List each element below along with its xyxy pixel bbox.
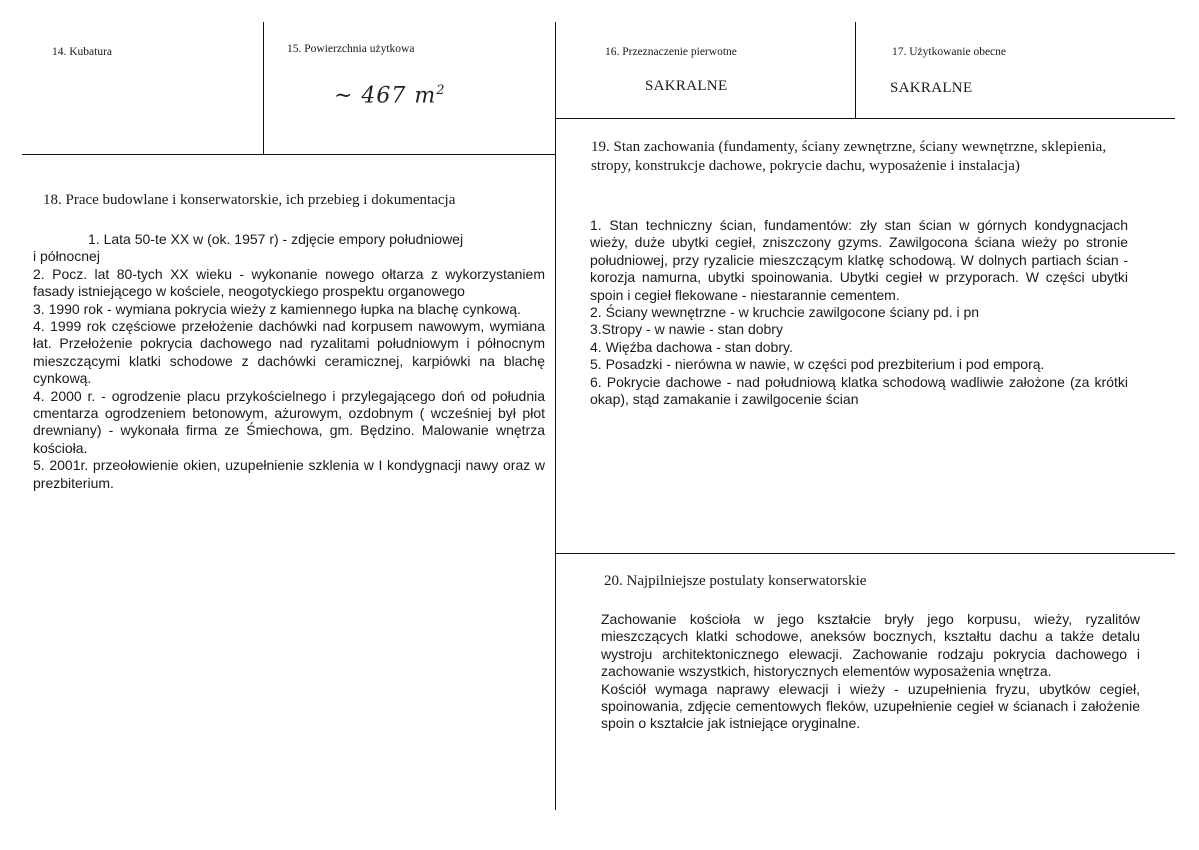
top-right-horizontal-rule xyxy=(555,118,1175,119)
section-18-item: 3. 1990 rok - wymiana pokrycia wieży z kamiennego łupka na blachę cynkową. xyxy=(33,300,521,317)
field-15-unit-superscript: 2 xyxy=(436,83,446,98)
section-19-item: 4. Więźba dachowa - stan dobry. xyxy=(590,338,793,355)
section-18-item: 1. Lata 50-te XX w (ok. 1957 r) - zdjęcie empory południowej xyxy=(88,231,464,247)
section-18-body xyxy=(33,231,545,492)
center-vertical-divider xyxy=(555,22,556,810)
section-20-paragraph: Kościół wymaga naprawy elewacji i wieży - uzupełnienia fryzu, ubytków cegieł, spoinowania, zdjęcie cementowych fleków, uzupełnienie cegieł w ścianach i założenie spoin o kształcie jak istniejące oryginalne. xyxy=(601,680,1140,732)
field-15-value: ~ 467 m xyxy=(334,83,437,109)
section-19-item: 5. Posadzki - nierówna w nawie, w części pod prezbiterium i pod emporą. xyxy=(590,356,1045,373)
field-17-value: SAKRALNE xyxy=(890,80,973,96)
section-19-item: 2. Ściany wewnętrzne - w kruchcie zawilgocone ściany pd. i pn xyxy=(590,304,980,321)
field-16-label: 16. Przeznaczenie pierwotne xyxy=(605,46,737,58)
section-19-body xyxy=(590,217,1128,408)
section-18-item: 4. 2000 r. - ogrodzenie placu przykościelnego i przylegającego doń od południa cmentarza ogrodzeniem betonowym, ażurowym, ozdobnym ( wcześniej był płot drewniany) - wykonała firma ze Śmiechowa, gm. Będzino. Malowanie wnętrza kościoła. xyxy=(33,387,545,456)
section-18-item: i północnej xyxy=(33,248,100,265)
section-20-paragraph: Zachowanie kościoła w jego kształcie bryły jego korpusu, wieży, ryzalitów mieszczących klatki schodowe, aneksów bocznych, kształtu dachu a także detalu wystroju architektonicznego elewacji. Zachowanie rodzaju pokrycia dachowego i zachowanie wszystkich, historycznych elementów wyposażenia wnętrza. xyxy=(601,611,1140,680)
top-right-vertical-divider xyxy=(855,22,856,118)
top-left-vertical-divider-1 xyxy=(263,22,264,154)
field-17-label: 17. Użytkowanie obecne xyxy=(892,46,1007,58)
section-18-title: 18. Prace budowlane i konserwatorskie, ich przebieg i dokumentacja xyxy=(43,192,456,208)
section-19-title: 19. Stan zachowania (fundamenty, ściany zewnętrzne, ściany wewnętrzne, sklepienia, stropy, konstrukcje dachowe, pokrycie dachu, wyposażenie i instalacja) xyxy=(591,139,1107,174)
section-18-item: 4. 1999 rok częściowe przełożenie dachówki nad korpusem nawowym, wymiana łat. Przełożenie pokrycia dachowego nad ryzalitami południowym i północnym mieszczącymi klatki schodowe z dachówki ceramicznej, karpiówki na blachę cynkową. xyxy=(33,318,545,387)
section-20-title: 20. Najpilniejsze postulaty konserwatorskie xyxy=(604,573,867,589)
field-14-label: 14. Kubatura xyxy=(52,46,113,58)
section-19-item: 1. Stan techniczny ścian, fundamentów: zły stan ścian w górnych kondygnacjach wieży, duże ubytki cegieł, zniszczony gzyms. Zawilgocona ściana wieży po stronie południowej, przy ryzalicie mieszczącym klatkę schodową. W dolnych partiach ścian - korozja namurna, ubytki spoinowania. Ubytki cegieł w przyporach. W części ubytki spoin i cegieł flekowane - niestarannie cementem. xyxy=(590,217,1128,303)
section-18-item: 2. Pocz. lat 80-tych XX wieku - wykonanie nowego ołtarza z wykorzystaniem fasady istniejącego w kościele, neogotyckiego prospektu organowego xyxy=(33,265,545,300)
field-16-value: SAKRALNE xyxy=(645,78,728,94)
field-15-handwritten-value xyxy=(334,83,446,108)
section-19-item: 3.Stropy - w nawie - stan dobry xyxy=(590,321,783,338)
top-left-horizontal-rule xyxy=(22,154,556,155)
field-15-label: 15. Powierzchnia użytkowa xyxy=(287,43,415,55)
section-18-item: 5. 2001r. przeołowienie okien, uzupełnienie szklenia w I kondygnacji nawy oraz w prezbiterium. xyxy=(33,457,545,491)
section-20-body xyxy=(601,611,1140,733)
section-19-item: 6. Pokrycie dachowe - nad południową klatka schodową wadliwie założone (za krótki okap), stąd zamakanie i zawilgocenie ścian xyxy=(590,373,1128,408)
right-mid-horizontal-rule xyxy=(555,553,1175,554)
